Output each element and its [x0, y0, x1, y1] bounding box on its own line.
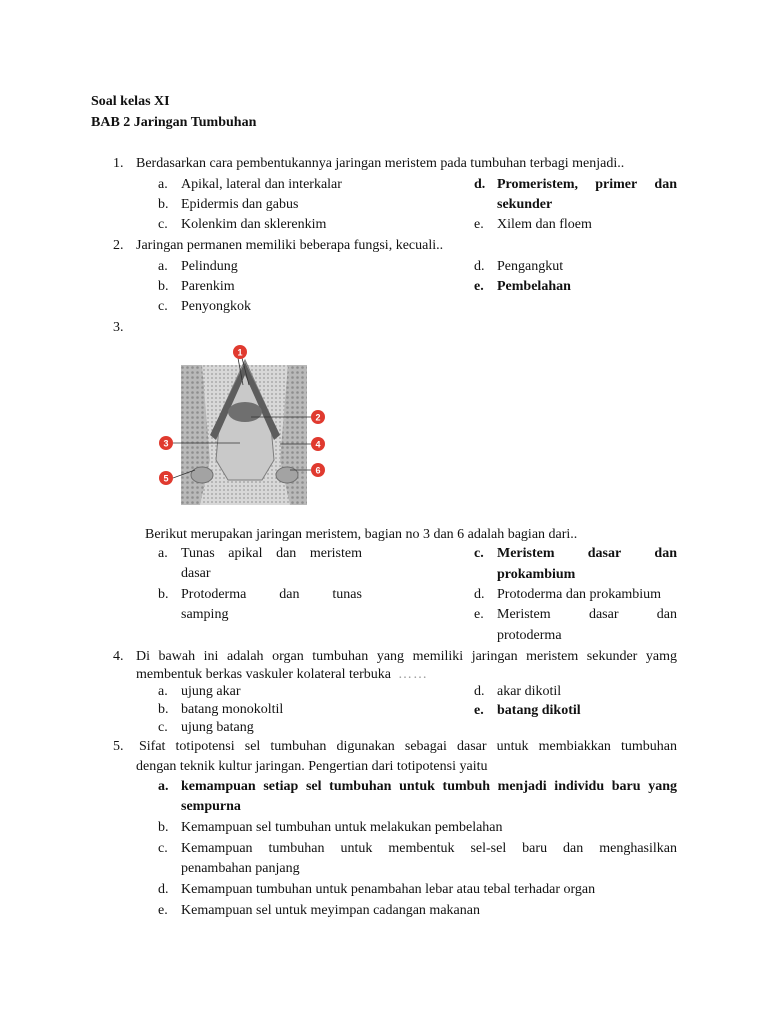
meristem-diagram — [150, 340, 340, 510]
q3-option-c-label: c. — [474, 546, 484, 561]
svg-text:1: 1 — [237, 347, 243, 358]
q5-option-e: Kemampuan sel untuk meyimpan cadangan makanan — [181, 903, 480, 918]
q2-option-c-label: c. — [158, 299, 168, 314]
q3-option-e-label: e. — [474, 607, 484, 622]
q4-text-line1: Di bawah ini adalah organ tumbuhan yang memiliki jaringan meristem sekunder yamg — [136, 649, 677, 664]
q3-option-d: Protoderma dan prokambium — [497, 587, 662, 602]
q5-number: 5. — [113, 739, 124, 754]
marker-2 — [311, 410, 325, 424]
q5-option-c-label: c. — [158, 841, 168, 856]
q3-number: 3. — [113, 320, 124, 335]
q1-option-d: Promeristem, primer dan — [497, 177, 677, 192]
q1-option-b: Epidermis dan gabus — [181, 197, 299, 212]
q4-option-e-label: e. — [474, 703, 484, 718]
q3-option-a-cont: dasar — [181, 566, 211, 581]
q2-option-b: Parenkim — [181, 279, 235, 294]
q4-option-c-label: c. — [158, 720, 168, 735]
q5-option-c-cont: penambahan panjang — [181, 861, 300, 876]
q2-option-d-label: d. — [474, 259, 485, 274]
q3-option-e: Meristem dasar dan — [497, 607, 677, 622]
q4-option-d-label: d. — [474, 684, 485, 699]
marker-4 — [311, 437, 325, 451]
q5-option-a: kemampuan setiap sel tumbuhan untuk tumbuh menjadi individu baru yang — [181, 779, 677, 794]
marker-3 — [159, 436, 173, 450]
q1-text: Berdasarkan cara pembentukannya jaringan meristem pada tumbuhan terbagi menjadi.. — [136, 156, 625, 171]
q3-option-a-label: a. — [158, 546, 168, 561]
q4-option-c: ujung batang — [181, 720, 254, 735]
lateral-bud-right — [276, 467, 298, 483]
q3-option-b-cont: samping — [181, 607, 229, 622]
q2-option-e: Pembelahan — [497, 279, 571, 294]
q3-option-e-cont: protoderma — [497, 628, 562, 643]
q1-number: 1. — [113, 156, 124, 171]
q2-number: 2. — [113, 238, 124, 253]
doc-title: Soal kelas XI — [91, 94, 170, 109]
q5-text-line2: dengan teknik kultur jaringan. Pengertian dari totipotensi yaitu — [136, 759, 488, 774]
q4-option-e: batang dikotil — [497, 703, 581, 718]
marker-1 — [233, 345, 247, 359]
q1-option-e: Xilem dan floem — [497, 217, 592, 232]
q4-option-b-label: b. — [158, 702, 169, 717]
q3-option-d-label: d. — [474, 587, 485, 602]
svg-text:3: 3 — [163, 438, 169, 449]
q3-option-c-cont: prokambium — [497, 567, 576, 582]
q4-option-a: ujung akar — [181, 684, 241, 699]
q1-option-e-label: e. — [474, 217, 484, 232]
q2-option-e-label: e. — [474, 279, 484, 294]
q1-option-c-label: c. — [158, 217, 168, 232]
q4-number: 4. — [113, 649, 124, 664]
q5-option-a-label: a. — [158, 779, 169, 794]
q4-option-d: akar dikotil — [497, 684, 562, 699]
svg-text:5: 5 — [163, 473, 169, 484]
q3-option-a: Tunas apikal dan meristem — [181, 546, 362, 561]
q5-option-b: Kemampuan sel tumbuhan untuk melakukan pembelahan — [181, 820, 503, 835]
q2-option-b-label: b. — [158, 279, 169, 294]
q1-option-d-label: d. — [474, 177, 486, 192]
q1-option-c: Kolenkim dan sklerenkim — [181, 217, 327, 232]
q5-option-e-label: e. — [158, 903, 168, 918]
q3-text: Berikut merupakan jaringan meristem, bagian no 3 dan 6 adalah bagian dari.. — [145, 527, 578, 542]
q4-option-a-label: a. — [158, 684, 168, 699]
svg-text:2: 2 — [315, 412, 321, 423]
svg-text:4: 4 — [315, 439, 321, 450]
q2-option-d: Pengangkut — [497, 259, 564, 274]
shoot-apex — [228, 402, 262, 422]
q5-option-d: Kemampuan tumbuhan untuk penambahan lebar atau tebal terhadar organ — [181, 882, 596, 897]
chapter-title: BAB 2 Jaringan Tumbuhan — [91, 115, 257, 130]
q4-text-line2: membentuk berkas vaskuler kolateral terbuka …… — [136, 667, 429, 682]
q3-option-b: Protoderma dan tunas — [181, 587, 362, 602]
q5-text-line1: Sifat totipotensi sel tumbuhan digunakan sebagai dasar untuk membiakkan tumbuhan — [139, 739, 677, 754]
q5-option-c: Kemampuan tumbuhan untuk membentuk sel-sel baru dan menghasilkan — [181, 841, 677, 856]
q1-option-a: Apikal, lateral dan interkalar — [181, 177, 342, 192]
q4-ellipsis: …… — [398, 667, 429, 682]
q1-option-b-label: b. — [158, 197, 169, 212]
q2-option-a: Pelindung — [181, 259, 238, 274]
marker-5 — [159, 471, 173, 485]
q2-text: Jaringan permanen memiliki beberapa fungsi, kecuali.. — [136, 238, 444, 253]
q3-option-c: Meristem dasar dan — [497, 546, 677, 561]
q3-option-b-label: b. — [158, 587, 169, 602]
q2-option-a-label: a. — [158, 259, 168, 274]
q5-option-b-label: b. — [158, 820, 169, 835]
q2-option-c: Penyongkok — [181, 299, 251, 314]
q5-option-d-label: d. — [158, 882, 169, 897]
q4-option-b: batang monokoltil — [181, 702, 284, 717]
lateral-bud-left — [191, 467, 213, 483]
marker-6 — [311, 463, 325, 477]
q1-option-a-label: a. — [158, 177, 168, 192]
svg-text:6: 6 — [315, 465, 321, 476]
q1-option-d-cont: sekunder — [497, 197, 553, 212]
q5-option-a-cont: sempurna — [181, 799, 241, 814]
